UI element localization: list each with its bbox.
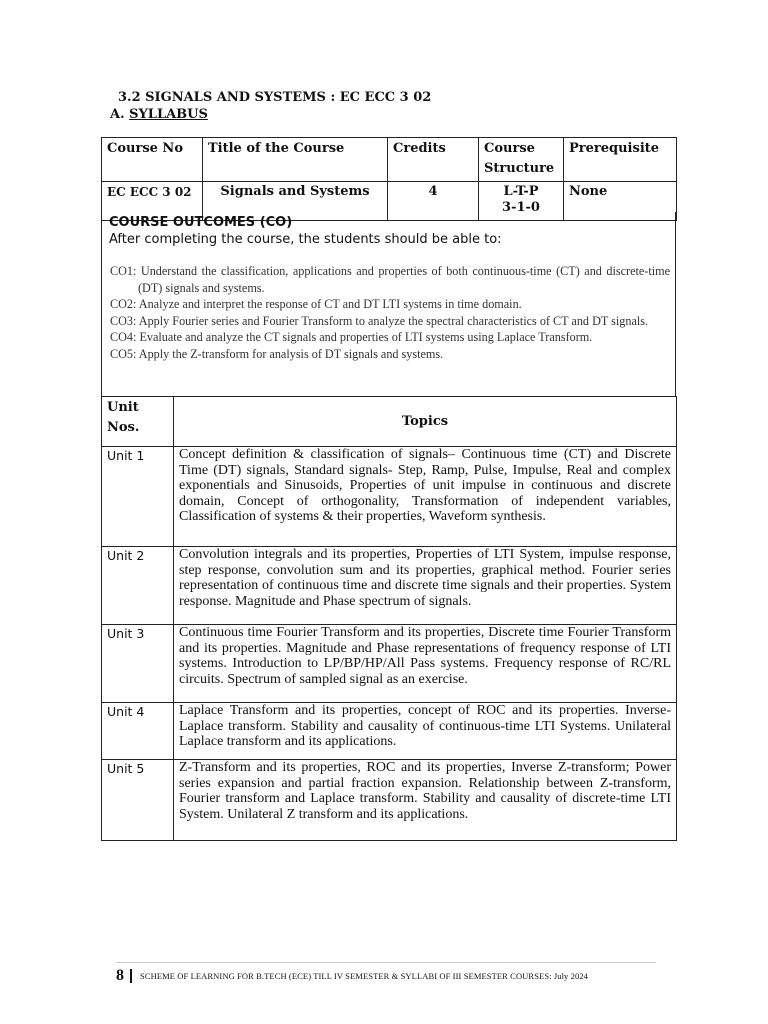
table-row xyxy=(102,547,677,625)
page-footer xyxy=(116,962,656,985)
header-structure-line2: Structure xyxy=(484,161,555,176)
header-title: Title of the Course xyxy=(203,138,388,182)
course-outcomes-list xyxy=(110,263,670,362)
cell-credits: 4 xyxy=(388,182,479,221)
co-item: CO4: Evaluate and analyze the CT signals and properties of LTI systems using Laplace Transform. xyxy=(110,330,593,344)
table-row xyxy=(102,625,677,703)
units-table xyxy=(101,396,677,841)
cell-structure-line1: L-T-P xyxy=(503,184,539,199)
subheading-prefix: A. xyxy=(110,107,130,122)
co-item: CO1: Understand the classification, applications and properties of both continuous-time (CT) and discrete-time (DT) signals and systems. xyxy=(110,264,670,295)
cell-title: Signals and Systems xyxy=(203,182,388,221)
unit-topics: Concept definition & classification of signals– Continuous time (CT) and Discrete Time (DT) signals, Standard signals- Step, Ramp, Pulse, Impulse, Real and complex exponentials and Sinusoids, Properties of unit impulse in continuous and discrete domain, Concept of orthogonality, Transformation of independent variables, Classification of systems & their properties, Waveform synthesis. xyxy=(174,447,677,547)
cell-prerequisite: None xyxy=(564,182,677,221)
unit-topics: Laplace Transform and its properties, concept of ROC and its properties. Inverse-Laplace transform. Stability and causality of continuous-time LTI Systems. Unilateral Laplace transform and its applications. xyxy=(174,703,677,760)
table-row xyxy=(102,447,677,547)
footer-text: SCHEME OF LEARNING FOR B.TECH (ECE) TILL IV SEMESTER & SYLLABI OF III SEMESTER COURSES: July 2024 xyxy=(140,971,589,981)
unit-label: Unit 3 xyxy=(102,625,174,703)
unit-label: Unit 2 xyxy=(102,547,174,625)
syllabus-subheading xyxy=(110,106,208,124)
course-outcomes-title: COURSE OUTCOMES (CO) xyxy=(109,215,293,230)
header-prerequisite: Prerequisite xyxy=(564,138,677,182)
unit-label: Unit 4 xyxy=(102,703,174,760)
unit-topics: Continuous time Fourier Transform and its properties, Discrete time Fourier Transform and its properties. Magnitude and Phase representations of frequency response of LTI systems. Introduction to LP/BP/HP/All Pass systems. Frequency response of RC/RL circuits. Spectrum of sampled signal as an exercise. xyxy=(174,625,677,703)
cell-course-no: EC ECC 3 02 xyxy=(102,182,203,221)
course-info-table xyxy=(101,137,677,221)
co-item: CO3: Apply Fourier series and Fourier Transform to analyze the spectral characteristics of CT and DT signals. xyxy=(110,313,649,328)
header-credits: Credits xyxy=(388,138,479,182)
co-item: CO2: Analyze and interpret the response of CT and DT LTI systems in time domain. xyxy=(110,297,522,311)
units-header-row xyxy=(102,397,677,447)
course-table-header-row xyxy=(102,138,677,182)
cell-structure-line2: 3-1-0 xyxy=(502,200,540,215)
header-structure-line1: Course xyxy=(484,141,535,156)
page-number: 8 xyxy=(116,967,124,984)
co-item: CO5: Apply the Z-transform for analysis of DT signals and systems. xyxy=(110,346,444,361)
header-structure xyxy=(479,138,564,182)
unit-header-line1: Unit xyxy=(107,400,139,415)
topics-header: Topics xyxy=(174,397,677,447)
course-outcomes-intro: After completing the course, the students should be able to: xyxy=(109,232,502,247)
unit-label: Unit 1 xyxy=(102,447,174,547)
section-heading: 3.2 SIGNALS AND SYSTEMS : EC ECC 3 02 xyxy=(118,90,432,105)
header-course-no: Course No xyxy=(102,138,203,182)
footer-divider xyxy=(130,969,132,983)
course-outcomes-section xyxy=(101,212,676,396)
subheading-text: SYLLABUS xyxy=(129,107,208,122)
unit-topics: Convolution integrals and its properties, Properties of LTI System, impulse response, step response, convolution sum and its properties, graphical method. Fourier series representation of continuous time and discrete time signals and their properties. System response. Magnitude and Phase spectrum of signals. xyxy=(174,547,677,625)
unit-label: Unit 5 xyxy=(102,760,174,841)
unit-nos-header xyxy=(102,397,174,447)
table-row xyxy=(102,703,677,760)
unit-header-line2: Nos. xyxy=(107,420,140,435)
table-row xyxy=(102,760,677,841)
unit-topics: Z-Transform and its properties, ROC and its properties, Inverse Z-transform; Power series expansion and partial fraction expansion. Relationship between Z-transform, Fourier transform and Laplace transform. Stability and causality of discrete-time LTI System. Unilateral Z transform and its applications. xyxy=(174,760,677,841)
